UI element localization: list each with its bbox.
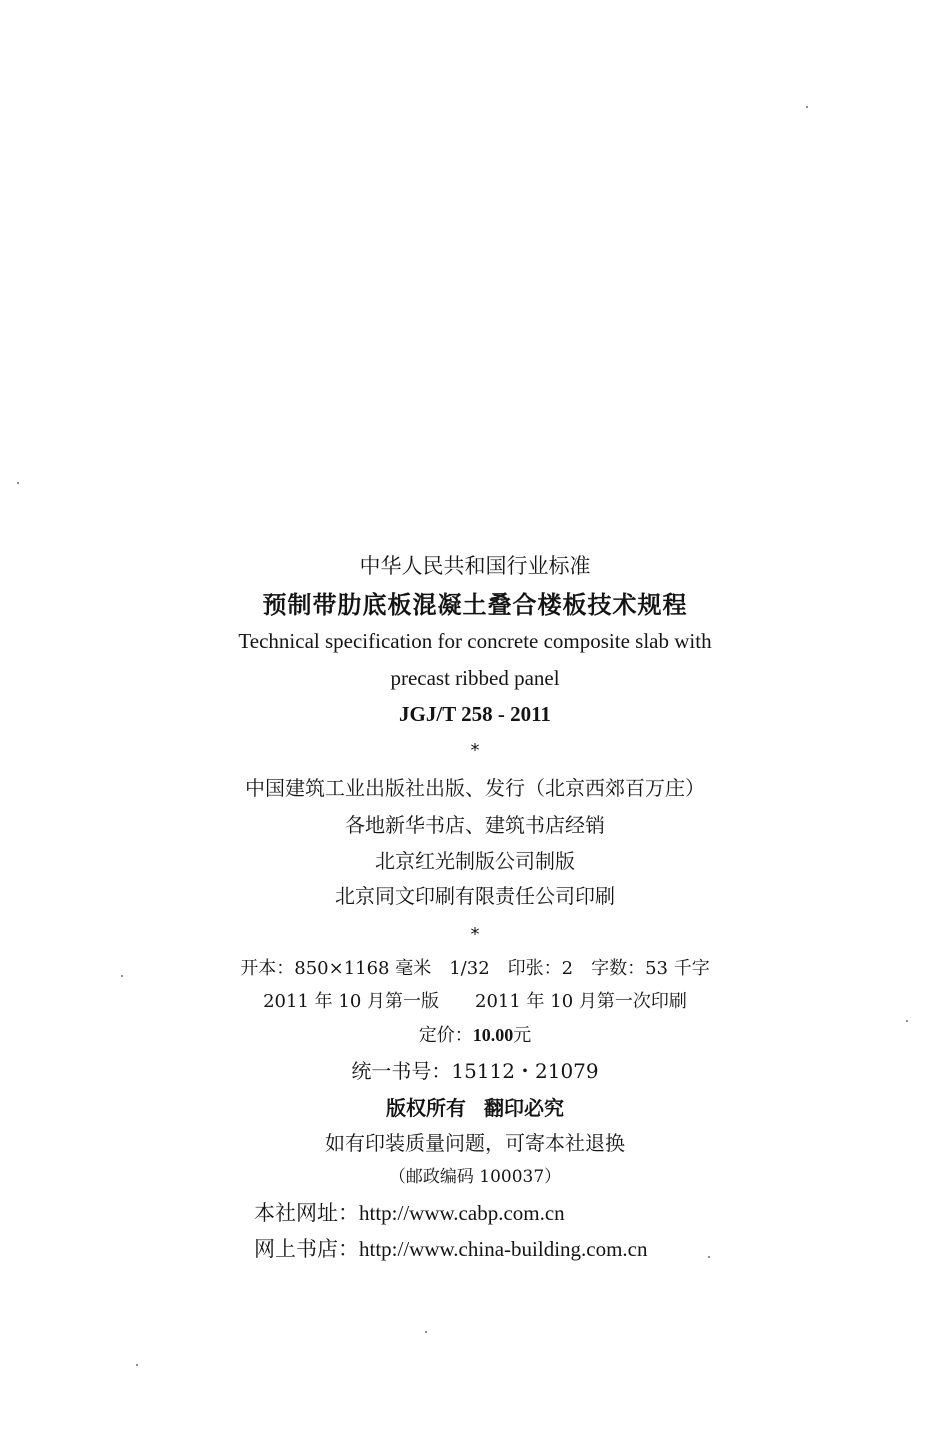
standard-type: 中华人民共和国行业标准 [359,554,591,578]
scan-speck [708,1256,710,1258]
postal-code: （邮政编码 100037） [388,1167,562,1187]
format-fold: 1/32 [449,958,490,979]
scan-speck [136,1364,138,1366]
return-notice: 如有印装质量问题，可寄本社退换 [325,1131,625,1155]
no-copy-notice: 翻印必究 [484,1096,564,1120]
price-unit: 元 [513,1025,532,1046]
distributor-line: 各地新华书店、建筑书店经销 [345,813,605,837]
scan-speck [121,975,123,977]
plate-maker-line: 北京红光制版公司制版 [375,849,575,873]
online-store-label: 网上书店： [254,1237,359,1261]
format-size: 开本：850×1168 毫米 [240,958,432,979]
separator-star-1: * [470,740,480,761]
rights-line [0,1098,950,1118]
price-value: 10.00 [472,1025,514,1045]
website-label: 本社网址： [254,1201,359,1225]
format-sheets: 印张：2 [507,958,574,979]
website-line [254,1203,565,1224]
online-store-url[interactable]: http://www.china-building.com.cn [359,1237,648,1261]
price-line [0,1026,950,1045]
publisher-line: 中国建筑工业出版社出版、发行（北京西郊百万庄） [245,776,705,800]
scan-speck [425,1331,427,1333]
first-edition: 2011 年 10 月第一版 [263,991,439,1012]
price-label: 定价： [418,1025,473,1046]
scan-speck [806,106,808,108]
printer-line: 北京同文印刷有限责任公司印刷 [335,884,615,908]
title-english-line-2: precast ribbed panel [390,666,560,690]
format-line [0,960,950,978]
title-chinese: 预制带肋底板混凝土叠合楼板技术规程 [262,591,688,619]
online-store-line [254,1239,648,1260]
scan-speck [17,482,19,484]
scan-speck [906,1020,908,1022]
format-words: 字数：53 千字 [591,958,710,979]
website-url[interactable]: http://www.cabp.com.cn [359,1201,565,1225]
first-print: 2011 年 10 月第一次印刷 [475,991,687,1012]
all-rights-reserved: 版权所有 [386,1096,466,1120]
edition-line [0,993,950,1011]
unified-book-number: 统一书号：15112・21079 [351,1059,599,1083]
title-english-line-1: Technical specification for concrete composite slab with [238,629,712,653]
separator-star-2: * [470,924,480,945]
standard-code: JGJ/T 258 - 2011 [399,702,551,726]
